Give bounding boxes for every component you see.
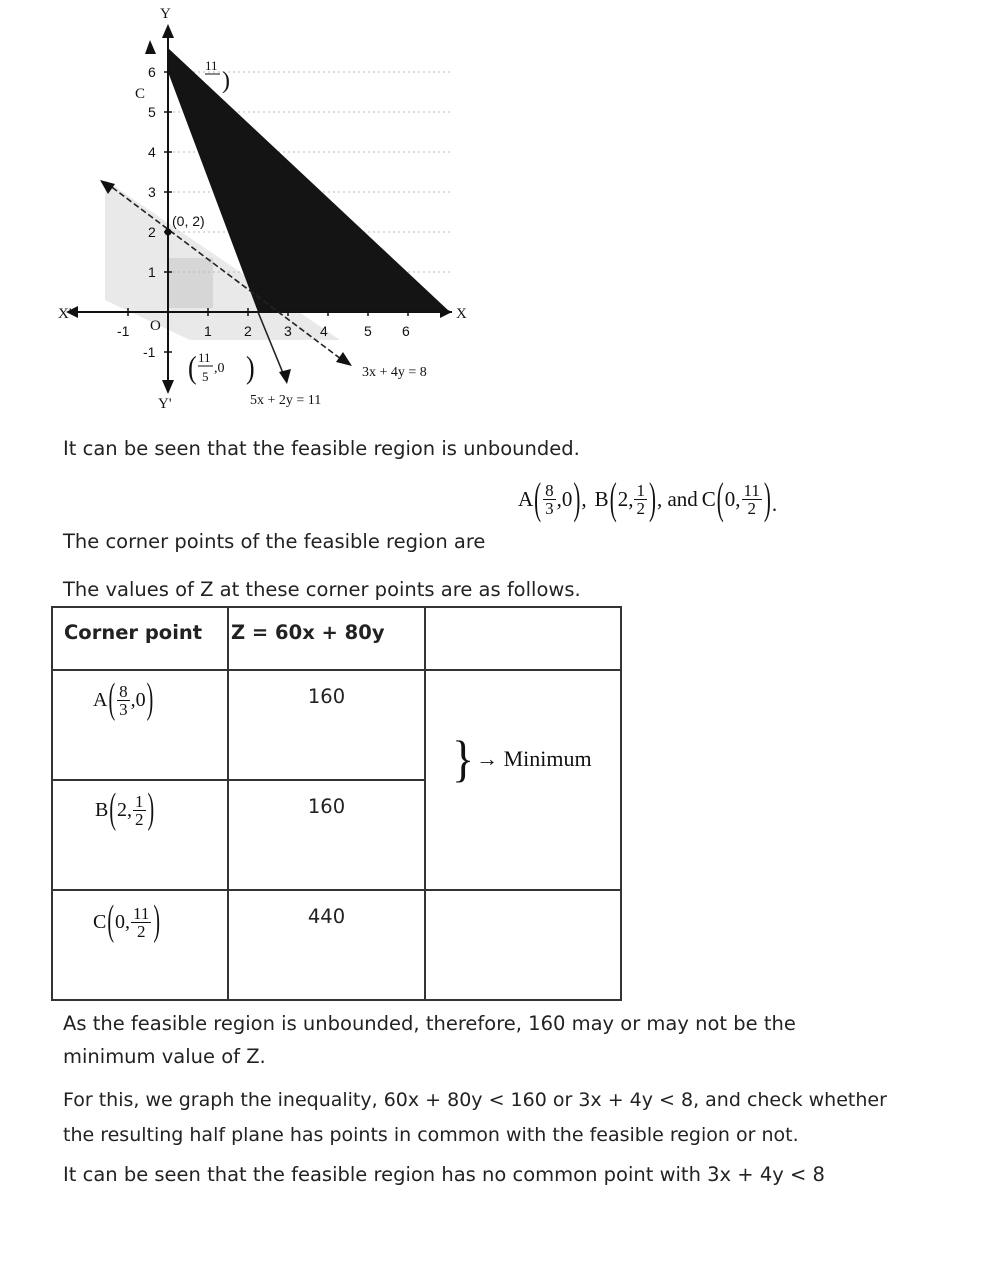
point-c-label: C — [135, 86, 146, 102]
y-tick-label: 5 — [148, 104, 156, 120]
header-cell — [425, 607, 621, 670]
y-tick-label: 2 — [148, 224, 156, 240]
y-tick-label: 3 — [148, 184, 156, 200]
corner-points-intro: The corner points of the feasible region are — [63, 530, 486, 553]
point-11-5-label — [188, 350, 255, 386]
y-tick-label: 4 — [148, 144, 156, 160]
paragraph-1-line-2: minimum value of Z. — [63, 1045, 266, 1068]
line1-label: 3x + 4y = 8 — [362, 365, 427, 380]
axis-label-x: X — [456, 306, 467, 322]
point-b-fraction: $\frac{1}{2}$ — [636, 481, 645, 518]
corner-cell: C ( 0, $\frac{11}{2}$ ) — [52, 890, 228, 1000]
minimum-label: → Minimum — [476, 746, 592, 771]
empty-cell — [425, 780, 621, 890]
line2-label: 5x + 2y = 11 — [250, 393, 322, 408]
line2-arrow-top — [145, 40, 156, 54]
y-axis-arrow-down — [162, 380, 174, 394]
y-tick-label: 1 — [148, 264, 156, 280]
axis-label-x-neg: X' — [58, 306, 72, 322]
brace-icon: } — [452, 730, 475, 787]
svg-text:11: 11 — [198, 350, 211, 365]
header-cell: Corner point — [52, 607, 228, 670]
header-cell: Z = 60x + 80y — [228, 607, 425, 670]
line2-arrow-bottom — [279, 369, 291, 384]
x-tick-label: 5 — [364, 323, 372, 339]
paragraph-1-line-1: As the feasible region is unbounded, therefore, 160 may or may not be the — [63, 1012, 796, 1035]
feasible-region-graph — [0, 0, 520, 420]
corner-cell: A ( $\frac{8}{3}$ ,0 ) — [52, 670, 228, 780]
svg-text:11: 11 — [205, 58, 218, 73]
origin-label: O — [150, 318, 161, 334]
svg-text:,0: ,0 — [214, 361, 225, 376]
x-axis-arrow-right — [440, 306, 452, 318]
axis-label-y: Y — [160, 6, 171, 22]
table-row — [52, 890, 621, 1000]
table-header-row — [52, 607, 621, 670]
svg-text:5: 5 — [202, 369, 209, 384]
empty-cell — [425, 890, 621, 1000]
table-row — [52, 780, 621, 890]
x-tick-label: 6 — [402, 323, 410, 339]
point-b-name: B — [594, 487, 609, 511]
paragraph-3: It can be seen that the feasible region has no common point with 3x + 4y < 8 — [63, 1163, 825, 1186]
z-value-cell: 440 — [228, 890, 425, 1000]
z-value-cell: 160 — [228, 670, 425, 780]
line1-arrow-bottom — [336, 352, 352, 366]
values-intro: The values of Z at these corner points are as follows. — [63, 578, 581, 601]
z-value-cell: 160 — [228, 780, 425, 890]
paragraph-2-line-1: For this, we graph the inequality, 60x + 80y < 160 or 3x + 4y < 8, and check whether — [63, 1089, 887, 1111]
shade-box — [168, 258, 213, 308]
y-axis-arrow-up — [162, 24, 174, 38]
corner-points-list: A ( $\frac{8}{3}$ ,0 ) , B ( 2, $\frac{1}{2}$ ) , and C ( 0, $\frac{11}{2}$ ) . — [518, 473, 778, 524]
point-c-fraction: $\frac{11}{2}$ — [743, 481, 760, 518]
point-0-2-label: (0, 2) — [172, 213, 205, 229]
x-tick-label: -1 — [117, 323, 130, 339]
corner-cell: B ( 2, $\frac{1}{2}$ ) — [52, 780, 228, 890]
svg-text:): ) — [246, 350, 255, 386]
x-tick-label: 3 — [284, 323, 292, 339]
paragraph-2-line-2: the resulting half plane has points in common with the feasible region or not. — [63, 1124, 799, 1146]
y-tick-label: -1 — [143, 344, 156, 360]
minimum-annotation — [452, 730, 592, 787]
x-tick-label: 2 — [244, 323, 252, 339]
axis-label-y-neg: Y' — [158, 396, 172, 412]
point-a-fraction: $\frac{8}{3}$ — [545, 481, 554, 518]
point-c-name: C — [701, 487, 716, 511]
unbounded-statement: It can be seen that the feasible region is unbounded. — [63, 437, 580, 460]
x-tick-label: 1 — [204, 323, 212, 339]
point-a-name: A — [518, 487, 534, 511]
x-tick-label: 4 — [320, 323, 328, 339]
svg-text:): ) — [222, 68, 230, 94]
svg-text:(: ( — [188, 350, 197, 386]
z-values-table — [51, 606, 622, 1001]
y-tick-label: 6 — [148, 64, 156, 80]
